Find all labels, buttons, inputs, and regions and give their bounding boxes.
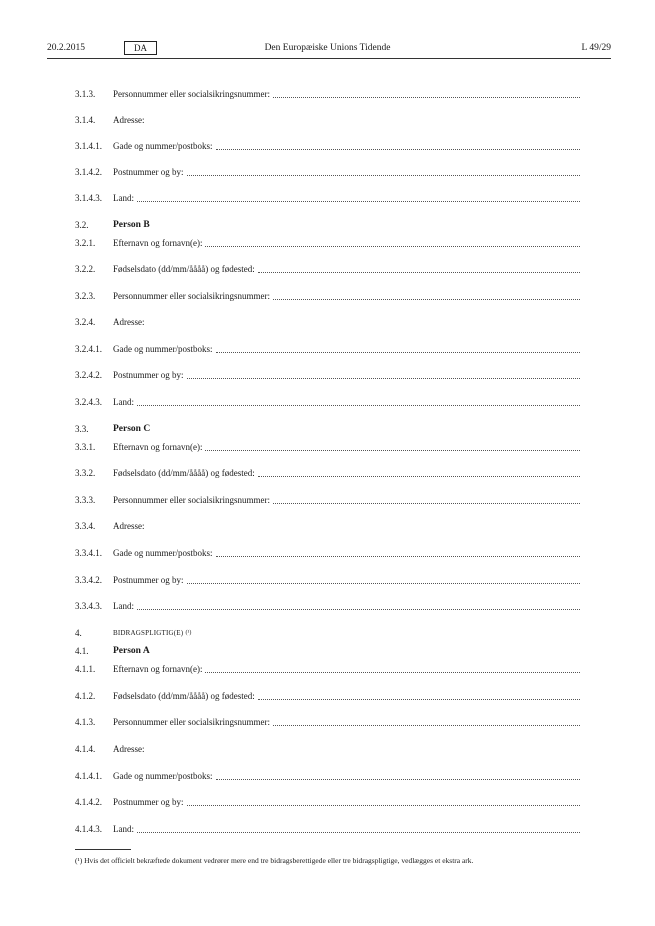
fill-line[interactable] [205,237,580,247]
row-label: Personnummer eller socialsikringsnummer: [113,717,270,727]
fill-line[interactable] [216,770,581,780]
section-heading [75,645,580,657]
form-row [75,316,580,328]
row-label: Gade og nummer/postboks: [113,141,213,151]
row-label: Gade og nummer/postboks: [113,771,213,781]
fill-line[interactable] [187,369,580,379]
row-label: Fødselsdato (dd/mm/åååå) og fødested: [113,264,255,274]
fill-line[interactable] [273,494,580,504]
row-number: 4.1.4.3. [75,824,102,834]
row-number: 3.2.4. [75,317,96,327]
form-row [75,192,580,204]
row-number: 4. [75,628,82,638]
row-number: 3.2.4.3. [75,397,102,407]
row-number: 3.2.4.2. [75,370,102,380]
row-number: 3.3.4. [75,521,96,531]
row-label: Personnummer eller socialsikringsnummer: [113,89,270,99]
row-label: Adresse: [113,317,145,327]
row-number: 4.1.2. [75,691,96,701]
form-row [75,263,580,275]
row-label: Postnummer og by: [113,575,184,585]
section-title: BIDRAGSPLIGTIG(E) [113,629,184,637]
form-row [75,369,580,381]
form-row [75,716,580,728]
row-number: 3.2.4.1. [75,344,102,354]
form-row [75,343,580,355]
row-label: Land: [113,397,134,407]
fill-line[interactable] [187,166,580,176]
footnote-rule [75,849,131,850]
row-label: Adresse: [113,115,145,125]
form-row [75,396,580,408]
page-number: L 49/29 [581,43,611,53]
row-number: 3.3.4.1. [75,548,102,558]
row-number: 3.3.4.2. [75,575,102,585]
person-heading: Person A [113,646,150,656]
row-number: 3.3.2. [75,468,96,478]
form-row [75,796,580,808]
row-label: Efternavn og fornavn(e): [113,664,203,674]
form-row [75,290,580,302]
row-number: 3.2.2. [75,264,96,274]
row-label: Efternavn og fornavn(e): [113,442,203,452]
row-number: 3.2.1. [75,238,96,248]
form-row [75,88,580,100]
row-label: Fødselsdato (dd/mm/åååå) og fødested: [113,691,255,701]
row-label: Gade og nummer/postboks: [113,344,213,354]
fill-line[interactable] [216,547,581,557]
fill-line[interactable] [187,796,580,806]
row-number: 3.3.3. [75,495,96,505]
row-label: Adresse: [113,521,145,531]
row-number: 3.2. [75,220,89,230]
fill-line[interactable] [273,290,580,300]
form-row [75,743,580,755]
person-heading: Person B [113,220,150,230]
row-label: Land: [113,824,134,834]
form-row [75,114,580,126]
row-label: Personnummer eller socialsikringsnummer: [113,495,270,505]
fill-line[interactable] [258,690,580,700]
form-row [75,547,580,559]
row-label: Efternavn og fornavn(e): [113,238,203,248]
row-number: 3.1.4.2. [75,167,102,177]
row-label: Land: [113,601,134,611]
row-number: 3.3.4.3. [75,601,102,611]
form-row [75,166,580,178]
form-row [75,520,580,532]
section-heading [75,627,580,639]
row-number: 4.1.4.2. [75,797,102,807]
row-label: Gade og nummer/postboks: [113,548,213,558]
form-row [75,140,580,152]
footnote-mark: (¹) [75,856,83,865]
form-row [75,494,580,506]
fill-line[interactable] [137,823,580,833]
form-row [75,441,580,453]
footnote-ref: (¹) [185,630,192,636]
form-row [75,823,580,835]
row-number: 4.1.4.1. [75,771,102,781]
row-number: 3.1.4. [75,115,96,125]
fill-line[interactable] [216,343,581,353]
fill-line[interactable] [137,600,580,610]
form-row [75,663,580,675]
fill-line[interactable] [273,88,580,98]
row-label: Fødselsdato (dd/mm/åååå) og fødested: [113,468,255,478]
footnote [75,855,580,866]
fill-line[interactable] [187,574,580,584]
form-row [75,467,580,479]
row-label: Postnummer og by: [113,167,184,177]
form-row [75,574,580,586]
row-number: 4.1.4. [75,744,96,754]
header-date: 20.2.2015 [47,43,85,53]
row-label: Postnummer og by: [113,370,184,380]
language-badge: DA [124,41,157,55]
row-label: Postnummer og by: [113,797,184,807]
form-row [75,770,580,782]
fill-line[interactable] [216,140,581,150]
row-number: 3.2.3. [75,291,96,301]
fill-line[interactable] [137,396,580,406]
row-number: 3.1.4.1. [75,141,102,151]
row-number: 3.1.3. [75,89,96,99]
form-row [75,237,580,249]
fill-line[interactable] [205,663,580,673]
row-number: 3.3. [75,424,89,434]
fill-line[interactable] [205,441,580,451]
row-number: 4.1. [75,646,89,656]
fill-line[interactable] [258,467,580,477]
fill-line[interactable] [273,716,580,726]
row-number: 4.1.3. [75,717,96,727]
row-number: 3.3.1. [75,442,96,452]
row-label: Personnummer eller socialsikringsnummer: [113,291,270,301]
footnote-text: Hvis det officielt bekræftede dokument vedrører mere end tre bidragsberettigede eller tre bidragspligtige, vedlægges et ekstra ark. [84,856,474,865]
section-heading [75,219,580,231]
header-rule [47,58,611,59]
row-number: 4.1.1. [75,664,96,674]
journal-title: Den Europæiske Unions Tidende [264,43,391,53]
row-number: 3.1.4.3. [75,193,102,203]
form-row [75,690,580,702]
section-heading [75,423,580,435]
row-label: Land: [113,193,134,203]
form-row [75,600,580,612]
fill-line[interactable] [258,263,580,273]
row-label: Adresse: [113,744,145,754]
person-heading: Person C [113,424,151,434]
fill-line[interactable] [137,192,580,202]
